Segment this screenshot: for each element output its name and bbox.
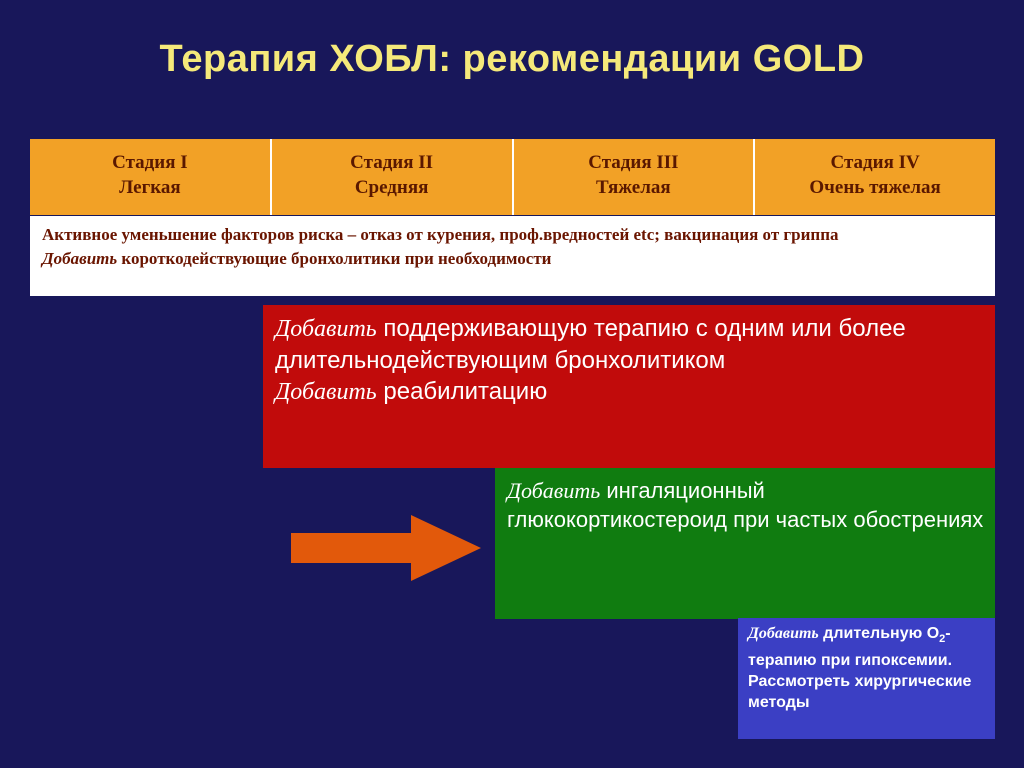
page-title: Терапия ХОБЛ: рекомендации GOLD (159, 38, 865, 80)
red-text-1: поддерживающую терапию с одним или более длительнодействующим бронхолитиком (275, 315, 906, 374)
stage-3-name: Стадия III (588, 152, 679, 173)
stage-cell-1 (30, 139, 272, 215)
blue-text-before: длительную О (818, 625, 940, 642)
stage-header-row (30, 139, 995, 215)
stage-cell-3 (514, 139, 756, 215)
red-text-2: реабилитацию (376, 378, 548, 405)
stage-2-severity: Средняя (354, 177, 429, 198)
blue-text-after: -терапию при гипоксемии. Рассмотреть хирургические методы (748, 625, 972, 712)
stage-1-severity: Легкая (119, 177, 181, 198)
green-add-word: Добавить (507, 478, 601, 503)
stage-cell-2 (272, 139, 514, 215)
stage-cell-4 (755, 139, 995, 215)
blue-add-word: Добавить (748, 625, 819, 642)
stage-4-name: Стадия IV (830, 152, 920, 173)
stage-3-severity: Тяжелая (596, 177, 671, 198)
risk-reduction-text: Активное уменьшение факторов риска – отказ от курения, проф.вредностей etc; вакцинация от гриппа (42, 225, 839, 244)
red-add-word-2: Добавить (275, 379, 377, 405)
stage-4-severity: Очень тяжелая (809, 177, 941, 198)
inhaled-corticosteroid-block (495, 468, 995, 619)
short-acting-bronchodilator-text (42, 248, 985, 269)
risk-reduction-band (30, 216, 995, 296)
red-add-word-1: Добавить (275, 316, 377, 342)
stage-2-name: Стадия II (350, 152, 434, 173)
short-acting-rest: короткодействующие бронхолитики при необходимости (117, 249, 552, 268)
short-acting-add-word: Добавить (42, 249, 118, 268)
oxygen-therapy-block (738, 618, 995, 739)
green-text: ингаляционный глюкокортикостероид при частых обострениях (507, 478, 984, 532)
right-arrow-icon (291, 513, 481, 583)
maintenance-therapy-block (263, 305, 995, 468)
stage-1-name: Стадия I (112, 152, 188, 173)
blue-subscript: 2 (939, 633, 946, 646)
